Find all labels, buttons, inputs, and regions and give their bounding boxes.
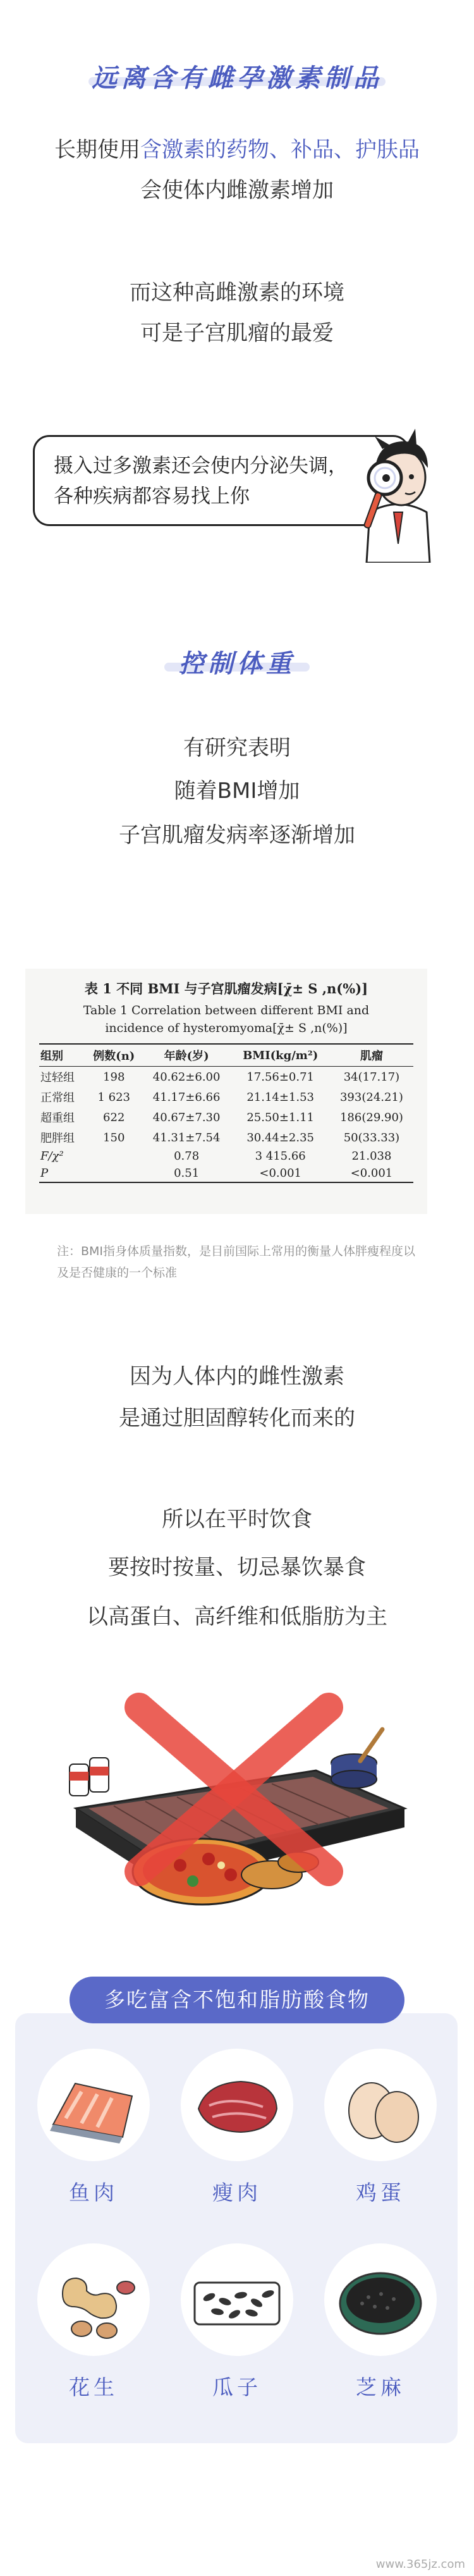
table-cell: 622 xyxy=(103,1110,125,1124)
table-cell: 正常组 xyxy=(40,1091,75,1105)
table-cell: 40.62±6.00 xyxy=(152,1070,221,1084)
food-item-fish xyxy=(30,2049,157,2206)
table-cell xyxy=(86,1148,142,1165)
table-row xyxy=(39,1107,413,1127)
table-cell: 超重组 xyxy=(40,1112,75,1125)
table-cell: 186(29.90) xyxy=(339,1110,403,1124)
table-row xyxy=(39,1127,413,1148)
table-cell: 0.51 xyxy=(142,1165,231,1182)
food-label: 芝麻 xyxy=(356,2375,405,2400)
table-header: 肌瘤 xyxy=(330,1044,413,1067)
weight-paragraph-3: 子宫肌瘤发病率逐渐增加 xyxy=(119,823,355,848)
bmi-table xyxy=(39,1043,413,1183)
lean-meat-icon xyxy=(181,2049,293,2161)
food-item-egg xyxy=(317,2049,444,2206)
table-cell: 41.17±6.66 xyxy=(152,1090,221,1104)
food-panel-title: 多吃富含不饱和脂肪酸食物 xyxy=(70,1977,404,2023)
table-header: 组别 xyxy=(39,1044,86,1067)
food-label: 花生 xyxy=(69,2375,118,2400)
table-caption-en xyxy=(39,1002,413,1037)
table-cell: P xyxy=(39,1165,86,1182)
table-cell: 34(17.17) xyxy=(343,1070,400,1084)
table-cell: 393(24.21) xyxy=(339,1090,403,1104)
bbq-pizza-crossed-illustration xyxy=(51,1682,430,1922)
weight-paragraph-2: 随着BMI增加 xyxy=(174,778,300,804)
table-header: 例数(n) xyxy=(86,1044,142,1067)
table-cell: 21.14±1.53 xyxy=(246,1090,315,1104)
food-label: 瓜子 xyxy=(212,2375,262,2400)
diet-paragraph-1: 因为人体内的雌性激素 xyxy=(130,1364,344,1389)
weight-paragraph-1: 有研究表明 xyxy=(183,735,291,761)
food-label: 鱼肉 xyxy=(69,2180,118,2205)
table-cell: 40.67±7.30 xyxy=(152,1110,221,1124)
diet-paragraph-3: 所以在平时饮食 xyxy=(162,1507,312,1532)
table-cell: 过轻组 xyxy=(40,1071,75,1084)
table-row xyxy=(39,1087,413,1107)
table-cell: 30.44±2.35 xyxy=(246,1131,315,1144)
table-cell: 25.50±1.11 xyxy=(246,1110,315,1124)
table-cell: <0.001 xyxy=(231,1165,329,1182)
table-cell: 198 xyxy=(103,1070,125,1084)
hormone-paragraph-4: 可是子宫肌瘤的最爱 xyxy=(140,321,334,346)
table-cell: 50(33.33) xyxy=(343,1131,400,1144)
table-caption-en-1: Table 1 Correlation between different BMI and xyxy=(83,1003,370,1017)
table-cell: 21.038 xyxy=(351,1150,392,1163)
table-cell: 3 415.66 xyxy=(255,1150,306,1163)
table-cell xyxy=(86,1165,142,1182)
diet-paragraph-5: 以高蛋白、高纤维和低脂肪为主 xyxy=(87,1604,387,1629)
hormone-paragraph-3: 而这种高雌激素的环境 xyxy=(130,280,344,305)
doctor-magnifier-illustration xyxy=(344,417,452,563)
peanut-icon xyxy=(37,2243,150,2356)
table-cell: 17.56±0.71 xyxy=(246,1070,315,1084)
egg-icon xyxy=(324,2049,437,2161)
table-cell: 1 623 xyxy=(97,1090,130,1104)
table-row xyxy=(39,1148,413,1165)
diet-paragraph-2: 是通过胆固醇转化而来的 xyxy=(119,1406,355,1431)
salmon-icon xyxy=(37,2049,150,2161)
food-item-sunflower-seed xyxy=(174,2243,300,2401)
hormone-paragraph-1 xyxy=(0,130,474,169)
food-item-peanut xyxy=(30,2243,157,2401)
bubble-line-2: 各种疾病都容易找上你 xyxy=(54,485,250,508)
table-caption-cn: 表 1 不同 BMI 与子宫肌瘤发病[χ̄± S ,n(%)] xyxy=(84,981,368,997)
text-prefix: 长期使用 xyxy=(54,137,140,163)
bmi-note: 注：BMI指身体质量指数，是目前国际上常用的衡量人体胖瘦程度以及是否健康的一个标准 xyxy=(57,1244,416,1280)
table-header: BMI(kg/m²) xyxy=(231,1044,329,1067)
table-cell: 150 xyxy=(103,1131,125,1144)
table-cell: <0.001 xyxy=(330,1165,413,1182)
food-label: 瘦肉 xyxy=(212,2180,262,2205)
section-title-weight: 控制体重 xyxy=(0,644,474,680)
sesame-icon xyxy=(324,2243,437,2356)
food-item-lean-meat xyxy=(174,2049,300,2206)
watermark: www.365jz.com xyxy=(375,2558,465,2571)
table-row xyxy=(39,1067,413,1088)
hormone-paragraph-2: 会使体内雌激素增加 xyxy=(140,178,334,203)
food-label: 鸡蛋 xyxy=(356,2180,405,2205)
table-cell: 41.31±7.54 xyxy=(152,1131,221,1144)
table-cell: F/χ² xyxy=(40,1150,64,1163)
sunflower-seed-icon xyxy=(181,2243,293,2356)
table-header: 年龄(岁) xyxy=(142,1044,231,1067)
bubble-line-1: 摄入过多激素还会使内分泌失调， xyxy=(54,455,348,477)
section-title-hormone: 远离含有雌孕激素制品 xyxy=(0,58,474,94)
table-row xyxy=(39,1165,413,1182)
diet-paragraph-4: 要按时按量、切忌暴饮暴食 xyxy=(108,1555,366,1580)
table-cell: 肥胖组 xyxy=(40,1132,75,1145)
table-caption-en-2: incidence of hysteromyoma[χ̄± S ,n(%)] xyxy=(105,1021,348,1035)
table-cell: 0.78 xyxy=(174,1150,200,1163)
bmi-table-figure xyxy=(25,969,427,1214)
food-item-sesame xyxy=(317,2243,444,2401)
highlight-text: 含激素的药物、补品、护肤品 xyxy=(140,137,420,163)
